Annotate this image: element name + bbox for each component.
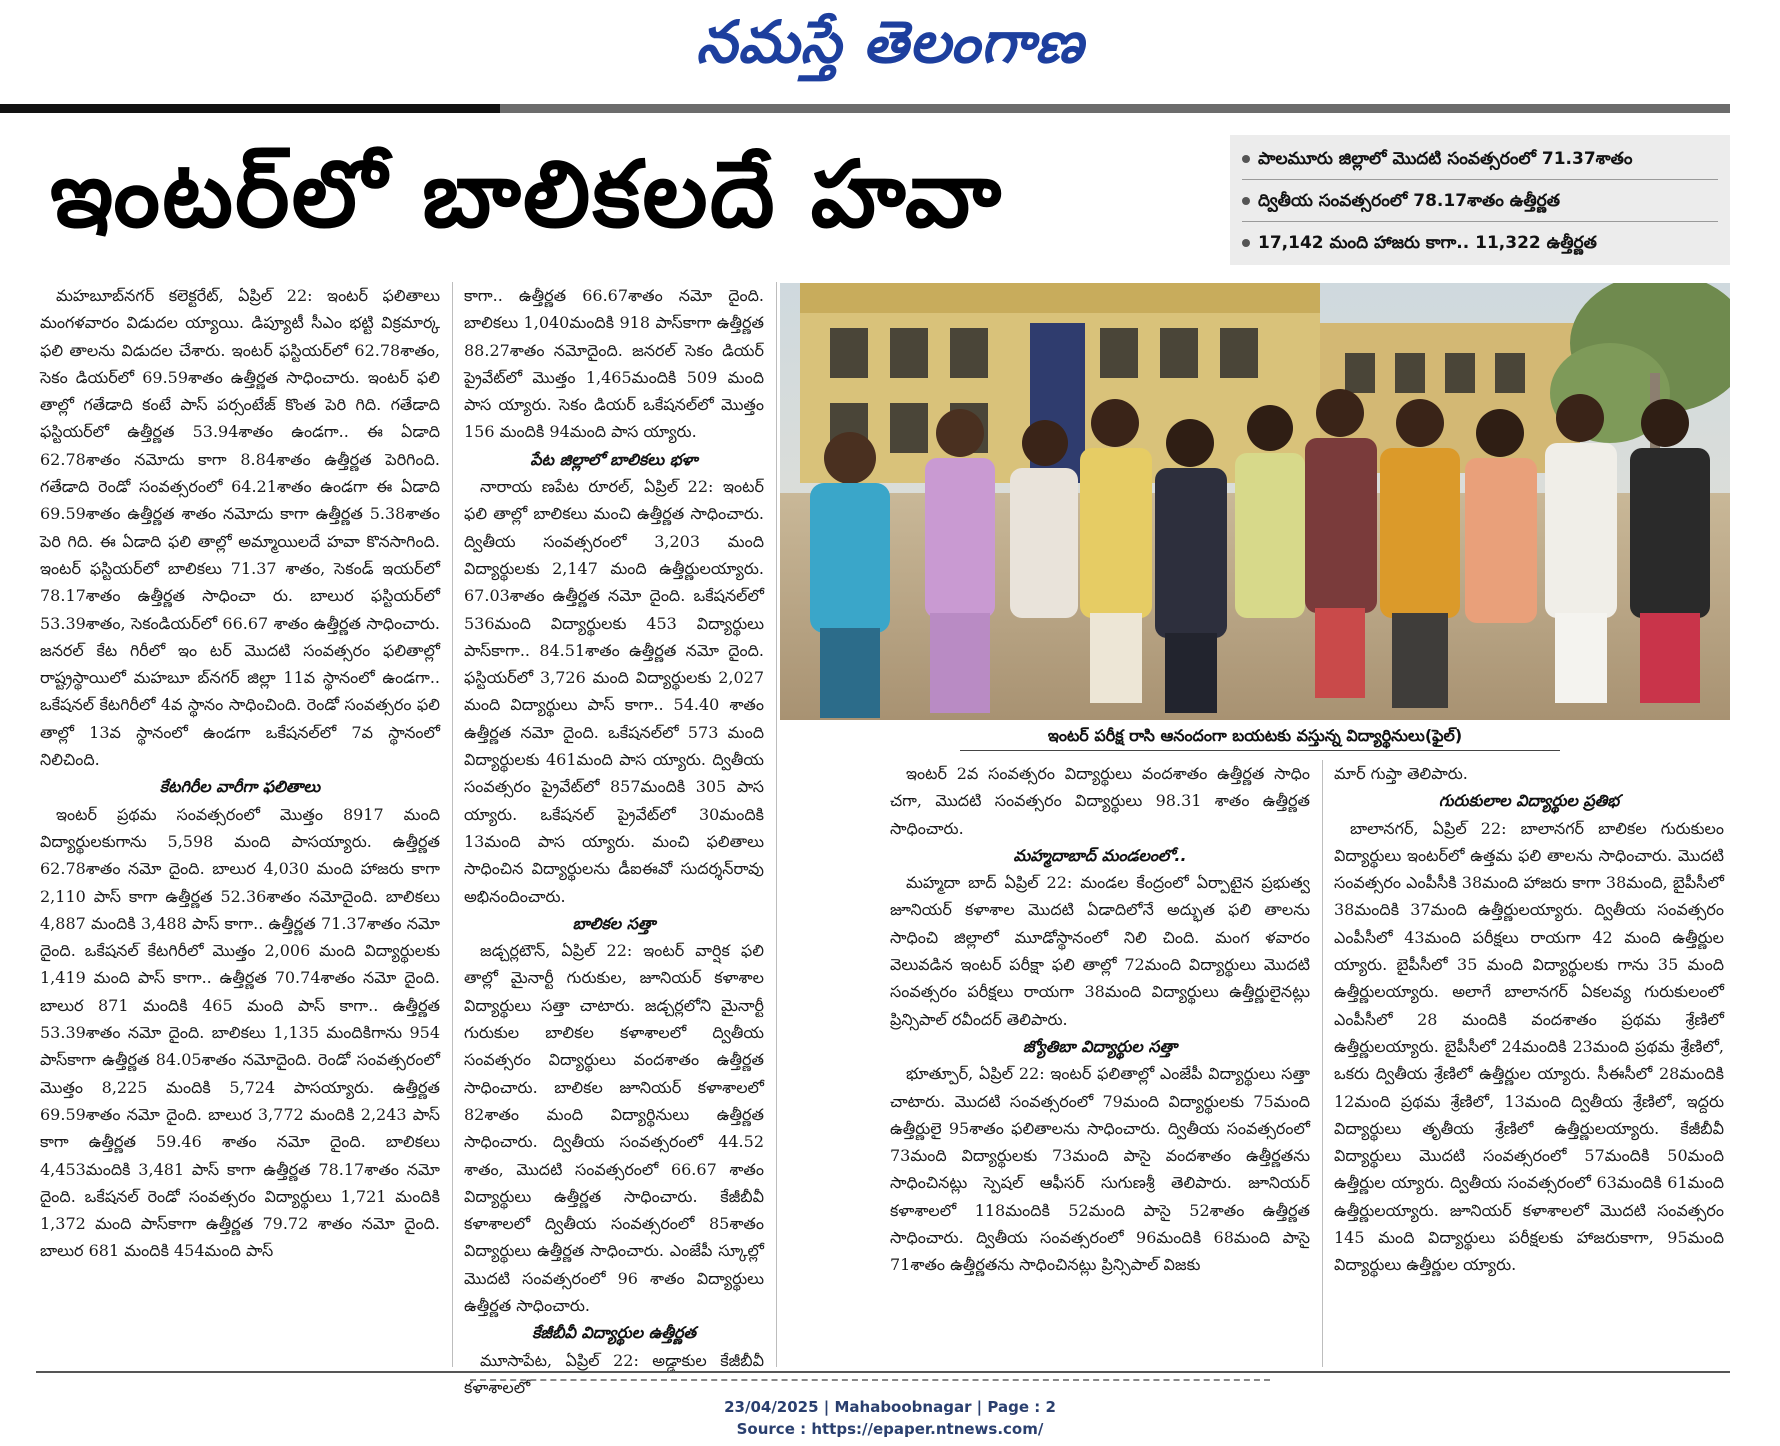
subheading: బాలికల సత్తా bbox=[572, 913, 656, 933]
divider bbox=[1242, 179, 1718, 180]
paragraph: మహబూబ్‌నగర్ కలెక్టరేట్, ఏప్రిల్ 22: ఇంటర్ ఫలితాలు మంగళవారం విడుదల య్యాయి. డిప్యూటీ సీఎం భట్టి విక్రమార్క ఫలి తాలను విడుదల చేశారు. ఇంటర్ ఫస్టియర్‌లో 62.78శాతం, సెకం డియర్‌లో 69.59శాతం ఉత్తీర్ణత సాధించారు. ఇంటర్ ఫలి తాల్లో గతేడాది కంటే పాస్ పర్సంటేజ్ కొంత పెరి గిది. గతేడాది ఫస్టియర్‌లో ఉత్తీర్ణత 53.94శాతం ఉండగా.. ఈ ఏడాది 62.78శాతం నమోదు కాగా 8.84శాతం ఉత్తీర్ణత పెరిగింది. గతేడాది రెండో సంవత్సరంలో 64.21శాతం ఉండగా ఈ ఏడాది 69.59శాతం ఉత్తీర్ణత శాతం నమోదు కాగా ఉత్తీర్ణత 5.38శాతం పెరి గిది. ఈ ఏడాది ఫలి తాల్లో అమ్మాయిలదే హవా కొనసాగింది. ఇంటర్ ఫస్టియర్‌లో బాలికలు 71.37 శాతం, సెకండ్ ఇయర్‌లో 78.17శాతం ఉత్తీర్ణత సాధించా రు. బాలుర ఫస్టియర్‌లో 53.39శాతం, సెకండియర్‌లో 66.67 శాతం ఉత్తీర్ణత సాధించారు. జనరల్ కేట గిరీలో ఇం టర్ మొదటి సంవత్సరం ఫలితాల్లో రాష్ట్రస్థాయిలో మహబూ బ్‌నగర్ జిల్లా 11వ స్థానంలో ఉండగా.. ఒకేషనల్ కేటగిరీలో 4వ స్థానం సాధించింది. రెండో సంవత్సరం ఫలి తాల్లో 13వ స్థానంలో ఉండగా ఒకేషనల్‌లో 7వ స్థానంలో నిలిచింది. bbox=[40, 286, 440, 770]
footer-source: Source : https://epaper.ntnews.com/ bbox=[736, 1420, 1044, 1438]
bullet-icon bbox=[1242, 239, 1250, 247]
bottom-rule bbox=[36, 1371, 1730, 1373]
paragraph: బాలానగర్, ఏప్రిల్ 22: బాలానగర్ బాలికల గురుకులం విద్యార్థులు ఇంటర్‌లో ఉత్తమ ఫలి తాలను సాధించారు. మొదటి సంవత్సరం ఎంపీసీకి 38మంది హాజరు కాగా 38మంది, బైపీసీలో 38మందికి 37మంది ఉత్తీర్ణులయ్యారు. ద్వితీయ సంవత్సరం ఎంపీసీలో 43మంది పరీక్షలు రాయగా 42 మంది ఉత్తీర్ణుల య్యారు. బైపీసీలో 35 మంది విద్యార్థులకు గాను 35 మంది ఉత్తీర్ణులయ్యారు. అలాగే బాలానగర్ ఏకలవ్య గురుకులంలో ఎంపీసీలో 28 మందికి వందశాతం ప్రథమ శ్రేణిలో ఉత్తీర్ణులయ్యారు. బైపీసీలో 24మందికి 23మంది ప్రథమ శ్రేణిలో, ఒకరు ద్వితీయ శ్రేణిలో ఉత్తీర్ణుల య్యారు. సీఈసీలో 28మందికి 12మంది ప్రథమ శ్రేణిలో, 13మంది ద్వితీయ శ్రేణిలో, ఇద్దరు విద్యార్థులు తృతీయ శ్రేణిలో ఉత్తీర్ణులయ్యారు. కేజీబీవీ విద్యార్థులు మొదటి సంవత్సరంలో 57మందికి 50మంది ఉత్తీర్ణుల య్యారు. ద్వితీయ సంవత్సరంలో 63మందికి 61మంది ఉత్తీర్ణులయ్యారు. జూనియర్ కళాశాలలో మొదటి సంవత్సరం 145 మంది విద్యార్థులు పరీక్షలకు హాజరుకాగా, 95మంది విద్యార్థులు ఉత్తీర్ణుల య్యారు. bbox=[1334, 818, 1724, 1275]
divider bbox=[1242, 221, 1718, 222]
paragraph: జడ్చర్లటౌన్, ఏప్రిల్ 22: ఇంటర్ వార్షిక ఫలి తాల్లో మైనార్టీ గురుకుల, జూనియర్ కళాశాల విద్యార్థులు సత్తా చాటారు. జడ్చర్లలోని మైనార్టీ గురుకుల బాలికల కళాశాలలో ద్వితీయ సంవత్సరం విద్యార్థులు వందశాతం ఉత్తీర్ణత సాధించారు. బాలికల జూనియర్ కళాశాలలో 82శాతం మంది విద్యార్థినులు ఉత్తీర్ణత సాధించారు. ద్వితీయ సంవత్సరంలో 44.52 శాతం, మొదటి సంవత్సరంలో 66.67 శాతం విద్యార్థులు ఉత్తీర్ణత సాధించారు. కేజీబీవీ కళాశాలలో ద్వితీయ సంవత్సరంలో 85శాతం విద్యార్థులు ఉత్తీర్ణత సాధించారు. ఎంజేపీ స్కూల్లో మొదటి సంవత్సరంలో 96 శాతం విద్యార్థులు ఉత్తీర్ణత సాధించారు. bbox=[464, 941, 764, 1315]
newspaper-logo: నమస్తే తెలంగాణ bbox=[696, 8, 1084, 76]
highlights-box bbox=[1230, 135, 1730, 265]
article-column-3 bbox=[890, 760, 1310, 1367]
column-divider bbox=[1322, 760, 1323, 1367]
subheading: కేటగిరీల వారీగా ఫలితాలు bbox=[159, 777, 321, 797]
subheading: మహ్మదాబాద్ మండలంలో.. bbox=[1013, 845, 1187, 865]
paragraph: ఇంటర్ ప్రథమ సంవత్సరంలో మొత్తం 8917 మంది విద్యార్థులకుగాను 5,598 మంది పాసయ్యారు. ఉత్తీర్ణత 62.78శాతం నమో దైంది. బాలుర 4,030 మంది హాజరు కాగా 2,110 పాస్ కాగా ఉత్తీర్ణత 52.36శాతం నమోదైంది. బాలికలు 4,887 మందికి 3,488 పాస్ కాగా.. ఉత్తీర్ణత 71.37శాతం నమో దైంది. ఒకేషనల్ కేటగిరీలో మొత్తం 2,006 మంది విద్యార్థులకు 1,419 మంది పాస్ కాగా.. ఉత్తీర్ణత 70.74శాతం నమో దైంది. బాలుర 871 మందికి 465 మంది పాస్ కాగా.. ఉత్తీర్ణత 53.39శాతం నమో దైంది. బాలికలు 1,135 మందికిగాను 954 పాస్‌కాగా ఉత్తీర్ణత 84.05శాతం నమోదైంది. రెండో సంవత్సరంలో మొత్తం 8,225 మందికి 5,724 పాసయ్యారు. ఉత్తీర్ణత 69.59శాతం నమో దైంది. బాలుర 3,772 మందికి 2,243 పాస్ కాగా ఉత్తీర్ణత 59.46 శాతం నమో దైంది. బాలికలు 4,453మందికి 3,481 పాస్ కాగా ఉత్తీర్ణత 78.17శాతం నమో దైంది. ఒకేషనల్ రెండో సంవత్సరం విద్యార్థులు 1,721 మందికి 1,372 మంది పాస్‌కాగా ఉత్తీర్ణత 79.72 శాతం నమో దైంది. బాలుర 681 మందికి 454మంది పాస్ bbox=[40, 804, 440, 1261]
article-column-1 bbox=[40, 282, 440, 1367]
paragraph: మార్ గుప్తా తెలిపారు. bbox=[1334, 764, 1468, 783]
column-divider bbox=[452, 282, 453, 1367]
paragraph: ఇంటర్ 2వ సంవత్సరం విద్యార్థులు వందశాతం ఉత్తీర్ణత సాధిం చగా, మొదటి సంవత్సరం విద్యార్థులు 98.31 శాతం ఉత్తీర్ణత సాధించారు. bbox=[890, 764, 1310, 838]
highlight-item: ద్వితీయ సంవత్సరంలో 78.17శాతం ఉత్తీర్ణత bbox=[1242, 189, 1722, 213]
bottom-dashed-rule bbox=[470, 1379, 1270, 1384]
paragraph: మూసాపేట, ఏప్రిల్ 22: అడ్డాకుల కేజీబీవీ కళాశాలలో bbox=[464, 1350, 764, 1397]
bullet-icon bbox=[1242, 155, 1250, 163]
column-divider bbox=[776, 282, 777, 1367]
subheading: కేజీబీవీ విద్యార్థుల ఉత్తీర్ణత bbox=[532, 1323, 696, 1343]
paragraph: కాగా.. ఉత్తీర్ణత 66.67శాతం నమో దైంది. బాలికలు 1,040మందికి 918 పాస్‌కాగా ఉత్తీర్ణత 88.27శాతం నమోదైంది. జనరల్ సెకం డియర్ ప్రైవేట్‌లో మొత్తం 1,465మందికి 509 మంది పాస య్యారు. సెకం డియర్ ఒకేషనల్‌లో మొత్తం 156 మందికి 94మంది పాస య్యారు. bbox=[464, 286, 764, 442]
article-column-2 bbox=[464, 282, 764, 1397]
subheading: గురుకులాల విద్యార్థుల ప్రతిభ bbox=[1438, 791, 1620, 811]
photo-caption: ఇంటర్ పరీక్ష రాసి ఆనందంగా బయటకు వస్తున్న విద్యార్థినులు(ఫైల్) bbox=[1047, 726, 1463, 745]
subheading: పేట జిల్లాలో బాలికలు భళా bbox=[530, 449, 698, 469]
students-photo-image bbox=[780, 283, 1730, 720]
headline: ఇంటర్‌లో బాలికలదే హవా bbox=[50, 141, 1004, 248]
paragraph: భూత్పూర్, ఏప్రిల్ 22: ఇంటర్ ఫలితాల్లో ఎంజేపీ విద్యార్థులు సత్తా చాటారు. మొదటి సంవత్సరంలో 79మంది విద్యార్థులకు 75మంది ఉత్తీర్ణులై 95శాతం ఫలితాలను సాధించారు. ద్వితీయ సంవత్సరంలో 73మంది విద్యార్థులకు 73మంది పాసై వందశాతం ఉత్తీర్ణతను సాధించినట్లు స్పెషల్ ఆఫీసర్ సుగుణశ్రీ తెలిపారు. జూనియర్ కళాశాలలో 118మందికి 52మంది పాసై 52శాతం ఉత్తీర్ణత సాధించారు. ద్వితీయ సంవత్సరంలో 96మందికి 68మంది పాసై 71శాతం ఉత్తీర్ణతను సాధించినట్లు ప్రిన్సిపాల్ విజకు bbox=[890, 1064, 1310, 1275]
article-column-4 bbox=[1334, 760, 1724, 1367]
highlight-item: పాలమూరు జిల్లాలో మొదటి సంవత్సరంలో 71.37శాతం bbox=[1242, 147, 1722, 171]
subheading: జ్యోతిబా విద్యార్థుల సత్తా bbox=[1022, 1036, 1178, 1056]
paragraph: నారాయ ణపేట రూరల్, ఏప్రిల్ 22: ఇంటర్ ఫలి తాల్లో బాలికలు మంచి ఉత్తీర్ణత సాధించారు. ద్వితీయ సంవత్సరంలో 3,203 మంది విద్యార్థులకు 2,147 మంది ఉత్తీర్ణులయ్యారు. 67.03శాతం ఉత్తీర్ణత నమో దైంది. ఒకేషనల్‌లో 536మంది విద్యార్థులకు 453 విద్యార్థులు పాస్‌కాగా.. 84.51శాతం ఉత్తీర్ణత నమో దైంది. ఫస్టియర్‌లో 3,726 మంది విద్యార్థులకు 2,027 మంది విద్యార్థులు పాస్ కాగా.. 54.40 శాతం ఉత్తీర్ణత నమో దైంది. ఒకేషనల్‌లో 573 మంది విద్యార్థులకు 461మంది పాస య్యారు. ద్వితీయ సంవత్సరం ప్రైవేట్‌లో 857మందికి 305 పాస య్యారు. ఒకేషనల్ ప్రైవేట్‌లో 30మందికి 13మంది పాస య్యారు. మంచి ఫలితాలు సాధించిన విద్యార్థులను డీఐఈవో సుదర్శన్‌రావు అభినందించారు. bbox=[464, 477, 764, 906]
bullet-icon bbox=[1242, 197, 1250, 205]
caption-underline bbox=[960, 750, 1560, 751]
masthead-rule bbox=[0, 104, 1730, 113]
news-photo bbox=[780, 283, 1730, 720]
masthead bbox=[0, 0, 1780, 100]
highlight-item: 17,142 మంది హాజరు కాగా.. 11,322 ఉత్తీర్ణత bbox=[1242, 231, 1722, 255]
footer-date-edition: 23/04/2025 | Mahaboobnagar | Page : 2 bbox=[724, 1398, 1056, 1416]
paragraph: మహ్మదా బాద్ ఏప్రిల్ 22: మండల కేంద్రంలో ఏర్పాటైన ప్రభుత్వ జూనియర్ కళాశాల మొదటి ఏడాదిలోనే అద్భుత ఫలి తాలను సాధించి జిల్లాలో మూడోస్థానంలో నిలి చింది. మంగ ళవారం వెలువడిన ఇంటర్ పరీక్షా ఫలి తాల్లో 72మంది విద్యార్థులు మొదటి సంవత్సరం పరీక్షలు రాయగా 38మంది విద్యార్థులు ఉత్తీర్ణులైనట్లు ప్రిన్సిపాల్ రవీందర్ తెలిపారు. bbox=[890, 873, 1310, 1029]
